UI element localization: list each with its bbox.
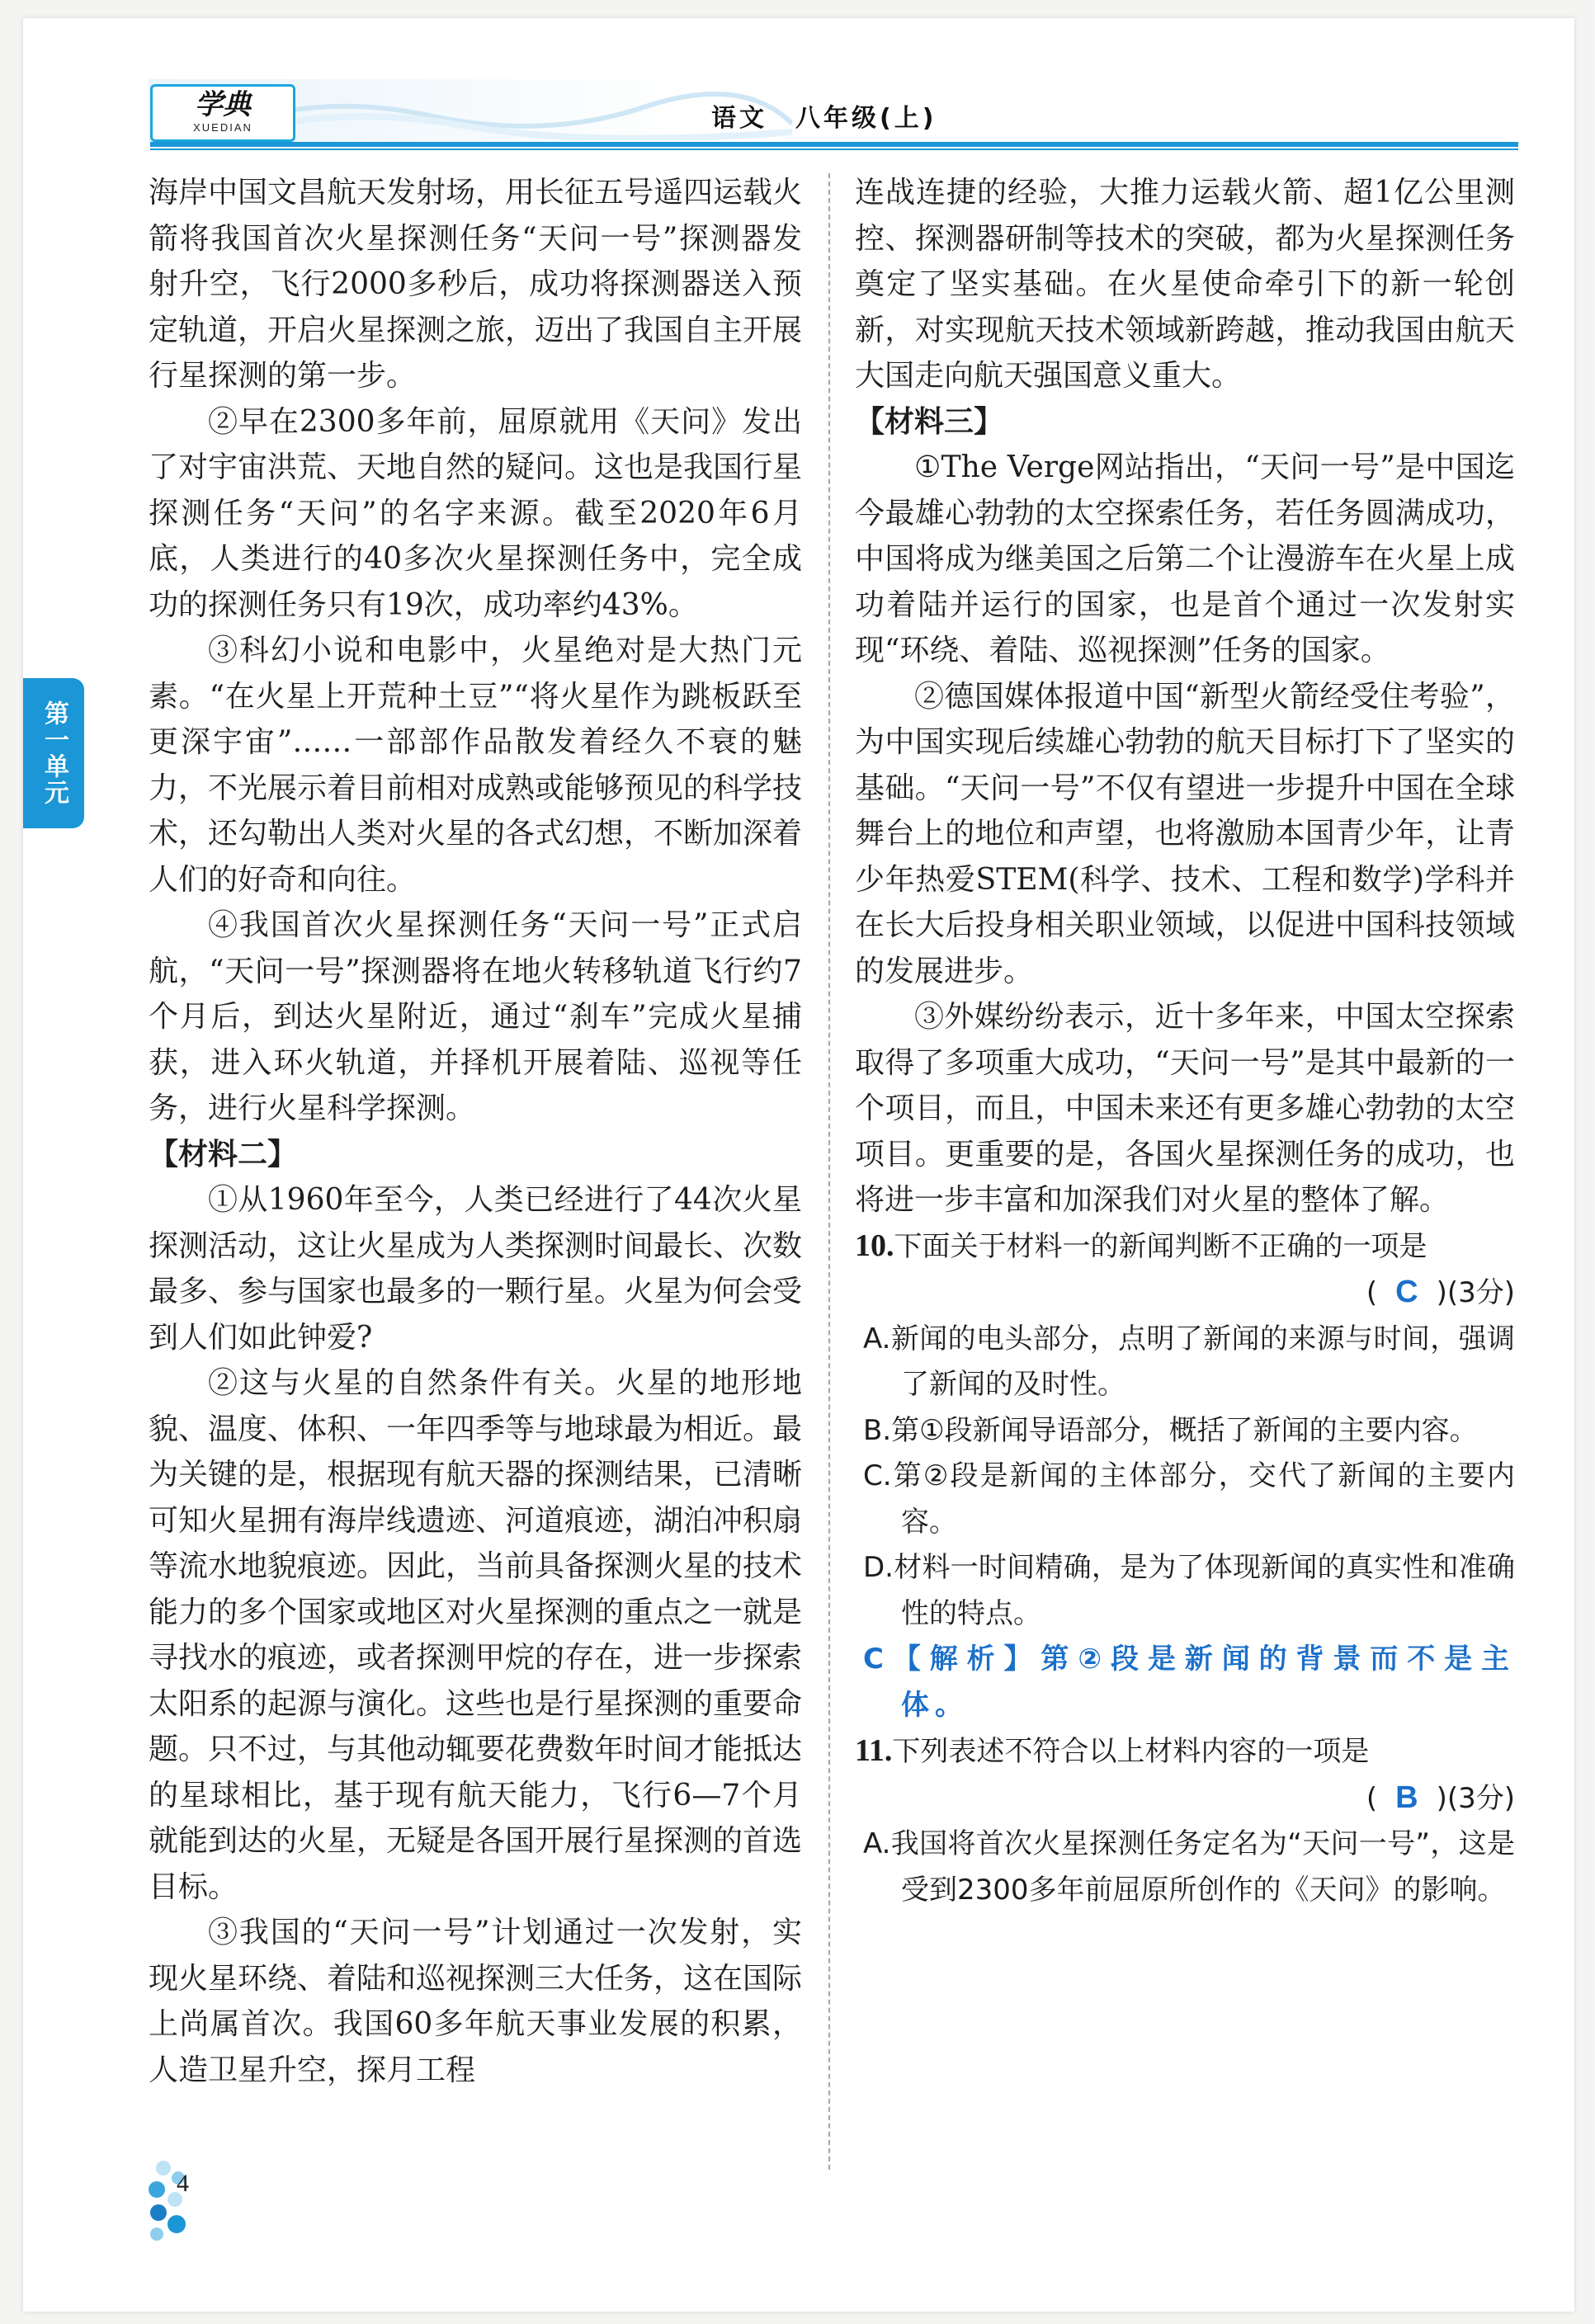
paragraph: ②早在2300多年前，屈原就用《天问》发出了对宇宙洪荒、天地自然的疑问。这也是我国行星探测任务“天问”的名字来源。截至2020年6月底，人类进行的40多次火星探测任务中，完全成功的探测任务只有19次，成功率约43%。 bbox=[149, 404, 803, 622]
paragraph: ③外媒纷纷表示，近十多年来，中国太空探索取得了多项重大成功，“天问一号”是其中最新的一个项目，而且，中国未来还有更多雄心勃勃的太空项目。更重要的是，各国火星探测任务的成功，也将进一步丰富和加深我们对火星的整体了解。 bbox=[855, 1000, 1515, 1217]
answer-bracket-close: ) bbox=[1436, 1276, 1447, 1309]
option-label: A. bbox=[863, 1322, 891, 1355]
header-wave-decoration bbox=[215, 82, 792, 140]
paragraph: ①从1960年至今，人类已经进行了44次火星探测活动，这让火星成为人类探测时间最长、次数最多、参与国家也最多的一颗行星。火星为何会受到人们如此钟爱? bbox=[149, 1183, 803, 1355]
right-column-paragraphs bbox=[855, 170, 1515, 1223]
paragraph: ①The Verge网站指出，“天问一号”是中国迄今最雄心勃勃的太空探索任务，若任务圆满成功，中国将成为继美国之后第二个让漫游车在火星上成功着陆并运行的国家，也是首个通过一次发射实现“环绕、着陆、巡视探测”任务的国家。 bbox=[855, 450, 1515, 667]
answer-bracket-open: ( bbox=[1366, 1781, 1378, 1815]
option-text: 新闻的电头部分，点明了新闻的来源与时间，强调了新闻的及时性。 bbox=[890, 1322, 1515, 1401]
question-number: 11. bbox=[855, 1733, 893, 1768]
unit-side-tab: 第一单元 bbox=[23, 678, 84, 828]
option-label: B. bbox=[863, 1413, 892, 1447]
question-score: (3分) bbox=[1446, 1276, 1515, 1309]
page-number: 4 bbox=[177, 2170, 189, 2197]
section-heading: 【材料三】 bbox=[855, 404, 1004, 439]
logo-chinese: 学典 bbox=[195, 88, 251, 121]
right-column bbox=[855, 170, 1515, 1913]
option-text: 我国将首次火星探测任务定名为“天问一号”，这是受到2300多年前屈原所创作的《天问》的影响。 bbox=[890, 1827, 1515, 1907]
answer-line bbox=[855, 1270, 1515, 1317]
paragraph: ②这与火星的自然条件有关。火星的地形地貌、温度、体积、一年四季等与地球最为相近。最为关键的是，根据现有航天器的探测结果，已清晰可知火星拥有海岸线遗迹、河道痕迹，湖泊冲积扇等流水地貌痕迹。因此，当前具备探测火星的技术能力的多个国家或地区对火星探测的重点之一就是寻找水的痕迹，或者探测甲烷的存在，进一步探索太阳系的起源与演化。这些也是行星探测的重要命题。只不过，与其他动辄要花费数年时间才能抵达的星球相比，基于现有航天能力，飞行6—7个月就能到达的火星，无疑是各国开展行星探测的首选目标。 bbox=[149, 1366, 803, 1904]
option-label: A. bbox=[863, 1827, 891, 1860]
publisher-logo bbox=[150, 84, 295, 142]
question-number: 10. bbox=[855, 1228, 894, 1263]
answer-line bbox=[855, 1775, 1515, 1822]
question-score: (3分) bbox=[1446, 1781, 1515, 1815]
section-heading: 【材料二】 bbox=[149, 1137, 298, 1171]
paragraph: 海岸中国文昌航天发射场，用长征五号遥四运载火箭将我国首次火星探测任务“天问一号”探测器发射升空，飞行2000多秒后，成功将探测器送入预定轨道，开启火星探测之旅，迈出了我国自主开展行星探测的第一步。 bbox=[149, 176, 803, 393]
option-label: D. bbox=[863, 1551, 894, 1584]
option-label: C. bbox=[863, 1459, 892, 1492]
answer-choice: B bbox=[1395, 1780, 1418, 1815]
book-title: 语文 八年级(上) bbox=[711, 104, 937, 133]
option-item bbox=[855, 1408, 1515, 1454]
answer-bracket-open: ( bbox=[1366, 1276, 1378, 1309]
option-text: 材料一时间精确，是为了体现新闻的真实性和准确性的特点。 bbox=[894, 1551, 1515, 1630]
left-column bbox=[149, 170, 802, 2093]
option-text: 第①段新闻导语部分，概括了新闻的主要内容。 bbox=[891, 1413, 1478, 1447]
question-area bbox=[855, 1223, 1515, 1914]
option-text: 第②段是新闻的主体部分，交代了新闻的主要内容。 bbox=[891, 1459, 1515, 1539]
question-text: 下列表述不符合以上材料内容的一项是 bbox=[892, 1735, 1370, 1768]
logo-english: XUEDIAN bbox=[193, 121, 252, 134]
option-item bbox=[855, 1545, 1515, 1637]
answer-bracket-close: ) bbox=[1436, 1781, 1447, 1815]
option-item bbox=[855, 1317, 1515, 1408]
question-stem bbox=[855, 1223, 1515, 1270]
question-stem bbox=[855, 1728, 1515, 1775]
hexagon-dots-decoration bbox=[145, 2153, 203, 2244]
header-rule-thin bbox=[150, 148, 1518, 150]
column-divider bbox=[828, 173, 830, 2170]
option-item bbox=[855, 1822, 1515, 1913]
paragraph: ③科幻小说和电影中，火星绝对是大热门元素。“在火星上开荒种土豆”“将火星作为跳板跃至更深宇宙”……一部部作品散发着经久不衰的魅力，不光展示着目前相对成熟或能够预见的科学技术，还勾勒出人类对火星的各式幻想，不断加深着人们的好奇和向往。 bbox=[149, 634, 803, 897]
answer-choice: C bbox=[1395, 1275, 1418, 1309]
option-item bbox=[855, 1454, 1515, 1545]
question-text: 下面关于材料一的新闻判断不正确的一项是 bbox=[894, 1229, 1427, 1263]
paragraph: ②德国媒体报道中国“新型火箭经受住考验”，为中国实现后续雄心勃勃的航天目标打下了坚实的基础。“天问一号”不仅有望进一步提升中国在全球舞台上的地位和声望，也将激励本国青少年，让青少年热爱STEM(科学、技术、工程和数学)学科并在长大后投身相关职业领域，以促进中国科技领域的发展进步。 bbox=[855, 679, 1515, 988]
paragraph: ④我国首次火星探测任务“天问一号”正式启航，“天问一号”探测器将在地火转移轨道飞行约7个月后，到达火星附近，通过“刹车”完成火星捕获，进入环火轨道，并择机开展着陆、巡视等任务，进行火星科学探测。 bbox=[149, 908, 802, 1125]
header-rule bbox=[150, 142, 1518, 147]
paragraph: ③我国的“天问一号”计划通过一次发射，实现火星环绕、着陆和巡视探测三大任务，这在国际上尚属首次。我国60多年航天事业发展的积累，人造卫星升空，探月工程 bbox=[149, 1916, 803, 2087]
paragraph: 连战连捷的经验，大推力运载火箭、超1亿公里测控、探测器研制等技术的突破，都为火星探测任务奠定了坚实基础。在火星使命牵引下的新一轮创新，对实现航天技术领域新跨越，推动我国由航天大国走向航天强国意义重大。 bbox=[855, 176, 1515, 393]
answer-analysis: C【解析】第②段是新闻的背景而不是主体。 bbox=[863, 1643, 1515, 1722]
